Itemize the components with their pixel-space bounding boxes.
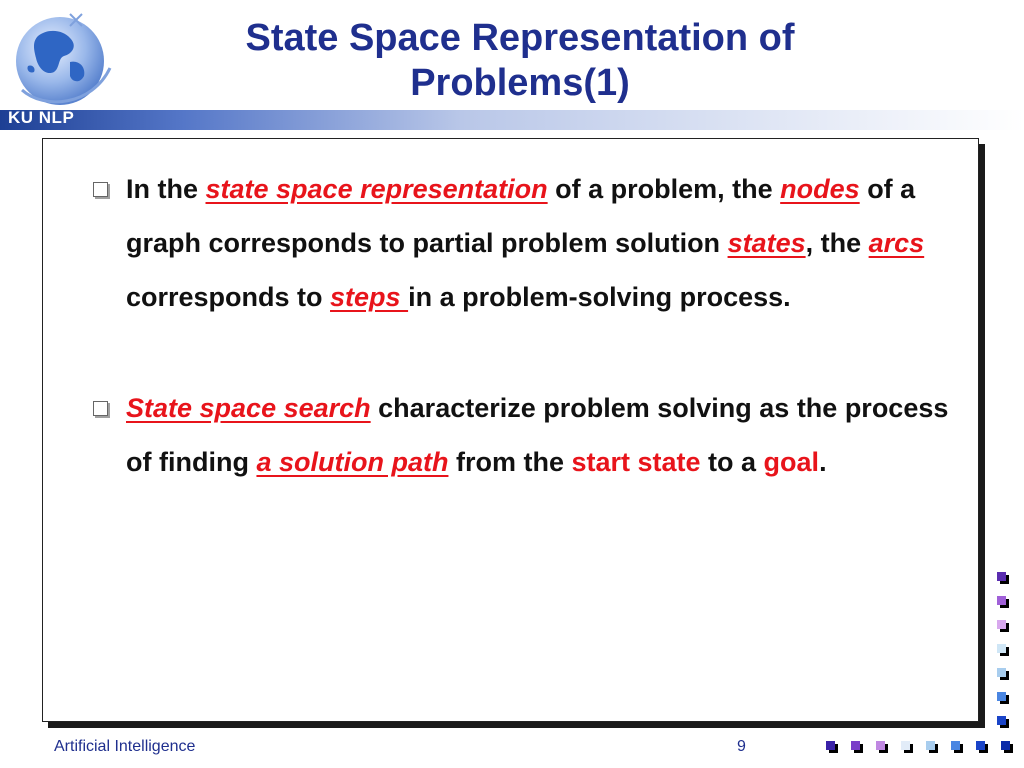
decor-square <box>976 741 985 750</box>
term-arcs: arcs <box>868 228 925 258</box>
term-solution-path: a solution path <box>256 447 449 477</box>
logo-text: KU NLP <box>8 108 75 127</box>
decor-square <box>997 644 1006 653</box>
term-goal: goal <box>763 447 820 477</box>
term-nodes: nodes <box>780 174 860 204</box>
decor-square <box>901 741 910 750</box>
text-segment: of a graph corresponds to partial problem solution <box>126 174 916 258</box>
text-segment: corresponds to <box>126 282 331 312</box>
checkbox-bullet-icon <box>90 381 112 435</box>
term-state-space-search: State space search <box>126 393 371 423</box>
footer-course: Artificial Intelligence <box>54 738 196 755</box>
term-start-state: start state <box>571 447 701 477</box>
decor-square <box>997 596 1006 605</box>
term-steps: steps <box>330 282 409 312</box>
globe-logo-icon <box>8 6 116 116</box>
page-number: 9 <box>737 738 746 755</box>
text-segment: characterize problem solving as the process of finding <box>126 393 949 477</box>
bullet-text-2 <box>126 381 956 489</box>
decor-square <box>997 692 1006 701</box>
header-bar <box>0 110 1024 130</box>
term-states: states <box>727 228 806 258</box>
decor-square <box>951 741 960 750</box>
title-line-1: State Space Representation of <box>245 17 795 59</box>
text-segment: , the <box>805 228 869 258</box>
decor-square <box>997 620 1006 629</box>
decor-square <box>926 741 935 750</box>
decor-square <box>851 741 860 750</box>
text-segment: In the <box>126 174 206 204</box>
decor-square <box>997 572 1006 581</box>
slide-title <box>140 16 900 106</box>
title-line-2: Problems(1) <box>410 62 630 104</box>
checkbox-bullet-icon <box>90 162 112 216</box>
text-segment: of a problem, the <box>547 174 781 204</box>
decor-square <box>997 668 1006 677</box>
decor-square <box>826 741 835 750</box>
text-segment: from the <box>448 447 572 477</box>
decor-square <box>1001 741 1010 750</box>
ku-nlp-logo <box>8 6 116 124</box>
bullet-text-1 <box>126 162 956 324</box>
text-segment: . <box>819 447 827 477</box>
term-state-space-representation: state space representation <box>205 174 548 204</box>
text-segment: in a problem-solving process. <box>408 282 791 312</box>
text-segment: to a <box>700 447 764 477</box>
decor-square <box>876 741 885 750</box>
decor-square <box>997 716 1006 725</box>
